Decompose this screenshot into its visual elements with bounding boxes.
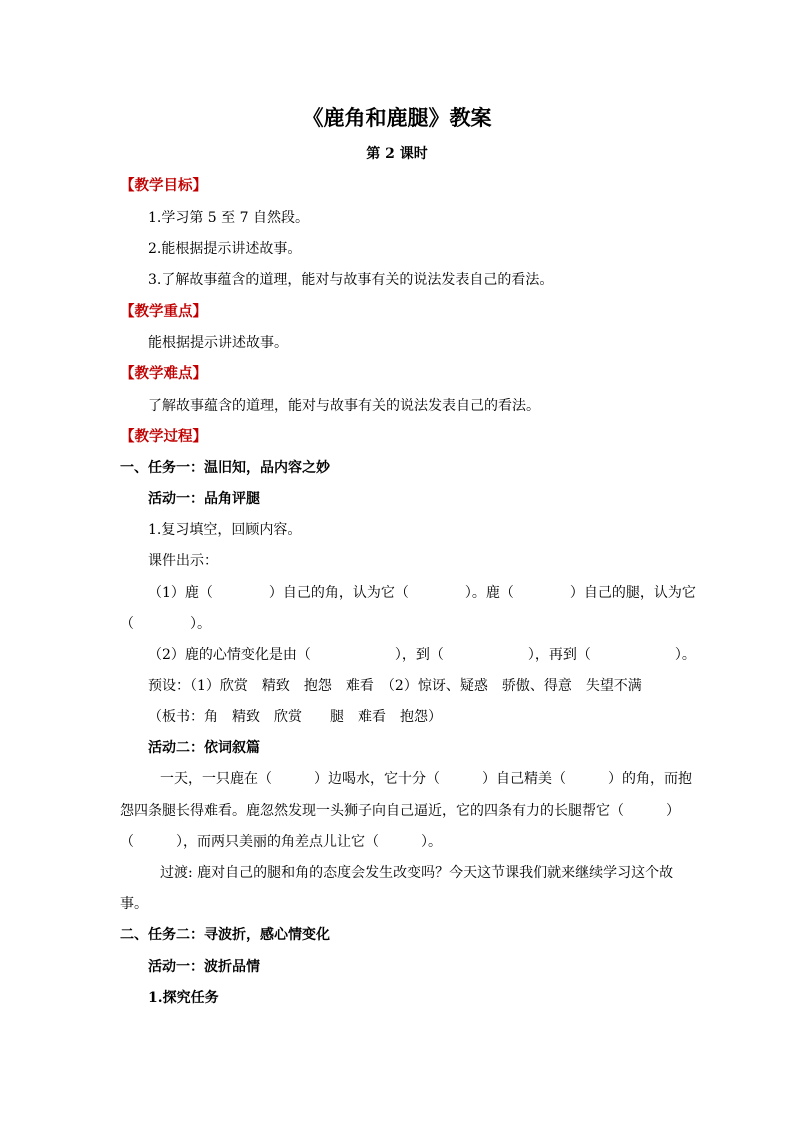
section-difficulty-heading: 【教学难点】 [120, 365, 207, 382]
section-goals-heading: 【教学目标】 [120, 177, 207, 194]
preset-answers: 预设：（1）欣赏 精致 抱怨 难看 （2）惊讶、疑惑 骄傲、得意 失望不满 [148, 678, 642, 694]
task2-heading: 二、任务二：寻波折，感心情变化 [120, 927, 330, 943]
transition-line2: 事。 [120, 896, 148, 912]
story-para-line2: 怨四条腿长得难看。鹿忽然发现一头狮子向自己逼近，它的四条有力的长腿帮它（ ） [120, 803, 680, 819]
courseware-label: 课件出示： [148, 553, 218, 569]
question1-line1: （1）鹿（ ）自己的角，认为它（ ）。鹿（ ）自己的腿，认为它 [148, 585, 696, 601]
task1-activity2: 活动二：依词叙篇 [148, 740, 260, 756]
key-point-text: 能根据提示讲述故事。 [148, 335, 288, 351]
section-process-heading: 【教学过程】 [120, 428, 207, 445]
task2-activity1: 活动一：波折品情 [148, 959, 260, 975]
task2-step1: 1.探究任务 [148, 990, 219, 1006]
section-key-heading: 【教学重点】 [120, 303, 207, 320]
lesson-number: 第 2 课时 [366, 146, 428, 162]
goal-item-3: 3.了解故事蕴含的道理，能对与故事有关的说法发表自己的看法。 [148, 272, 554, 288]
task1-step1: 1.复习填空，回顾内容。 [148, 522, 302, 538]
difficult-point-text: 了解故事蕴含的道理，能对与故事有关的说法发表自己的看法。 [148, 398, 540, 414]
transition-line1: 过渡: 鹿对自己的腿和角的态度会发生改变吗？今天这节课我们就来继续学习这个故 [160, 865, 674, 881]
story-para-line3: （ ），而两只美丽的角差点儿让它（ ）。 [120, 834, 442, 850]
question2: （2）鹿的心情变化是由（ ），到（ ），再到（ ）。 [148, 647, 696, 663]
goal-item-1: 1.学习第 5 至 7 自然段。 [148, 210, 309, 226]
task1-activity1: 活动一：品角评腿 [148, 491, 260, 507]
story-para-line1: 一天，一只鹿在（ ）边喝水，它十分（ ）自己精美（ ）的角，而抱 [160, 771, 692, 787]
board-notes: （板书：角 精致 欣赏 腿 难看 抱怨） [148, 709, 442, 725]
goal-item-2: 2.能根据提示讲述故事。 [148, 241, 302, 257]
page-title: 《鹿角和鹿腿》教案 [302, 105, 492, 130]
question1-line2: （ ）。 [120, 616, 211, 632]
task1-heading: 一、任务一：温旧知，品内容之妙 [120, 460, 330, 476]
